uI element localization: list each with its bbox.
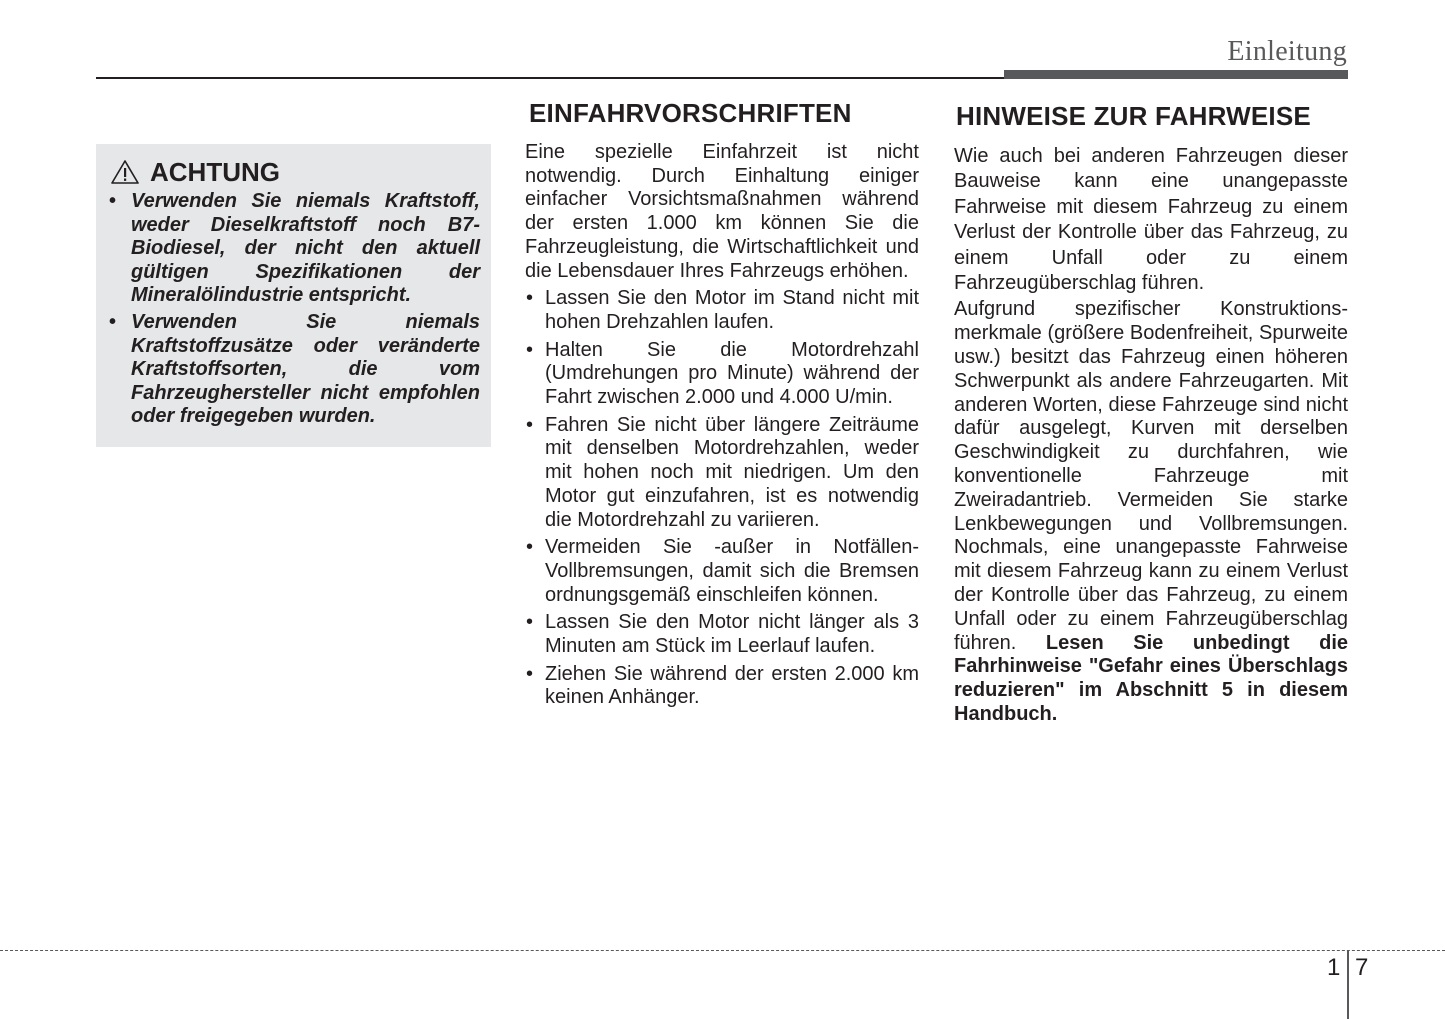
driving-tips-heading: HINWEISE ZUR FAHRWEISE [956,101,1311,131]
warning-item: • Verwenden Sie niemals Kraftstoff, weder Dieselkraftstoff noch B7-Biodiesel, der nicht den aktuell gültigen Spezifikationen der Mineralölindustrie entspricht. [108,190,480,308]
warning-triangle-icon [110,159,140,185]
warning-box [96,144,491,447]
chapter-number: 1 [1327,954,1341,981]
driving-tips-emphasis: Lesen Sie unbedingt die Fahrhinweise "Gefahr eines Überschlags reduzieren" im Abschnitt 5 in diesem Handbuch. [954,631,1348,725]
driving-tips-paragraph [954,298,1348,726]
list-item: • Lassen Sie den Motor im Stand nicht mit hohen Drehzahlen laufen. [525,287,919,334]
page-divider [1347,951,1349,1019]
warning-list [108,190,480,429]
page-number: 7 [1355,954,1369,981]
driving-tips-section [954,97,1348,727]
driving-tips-text: Aufgrund spezifischer Konstruktions-merkmale (größere Bodenfreiheit, Spurweite usw.) besitzt das Fahrzeug einen höheren Schwerpunkt als andere Fahrzeugarten. Mit anderen Worten, diese Fahrzeuge sind nicht dafür ausgelegt, Kurven mit derselben Geschwindigkeit zu durchfahren, wie konventionelle Fahrzeuge mit Zweiradantrieb. Vermeiden Sie starke Lenkbewegungen und Vollbremsungen. Nochmals, eine unangepasste Fahrweise mit diesem Fahrzeug kann zu einem Verlust der Kontrolle über das Fahrzeug, zu einem Unfall oder zu einem Fahrzeugüberschlag führen. [954,298,1348,654]
break-in-heading: EINFAHRVORSCHRIFTEN [529,98,852,128]
list-item: • Halten Sie die Motordrehzahl (Umdrehungen pro Minute) während der Fahrt zwischen 2.000 und 4.000 U/min. [525,339,919,410]
break-in-list [525,287,919,710]
list-item: • Vermeiden Sie -außer in Notfällen- Vollbremsungen, damit sich die Bremsen ordnungsgemäß einschleifen können. [525,536,919,607]
header-rule [96,77,1006,79]
footer-rule [0,950,1445,951]
break-in-section [525,97,919,714]
break-in-intro: Eine spezielle Einfahrzeit ist nicht notwendig. Durch Einhaltung einiger einfacher Vorsichtsmaßnahmen während der ersten 1.000 km können Sie die Fahrzeugleistung, die Wirtschaftlichkeit und die Lebensdauer Ihres Fahrzeugs erhöhen. [525,141,919,282]
list-item: • Lassen Sie den Motor nicht länger als 3 Minuten am Stück im Leerlauf laufen. [525,611,919,658]
header-rule-accent [1004,70,1348,79]
warning-header [108,156,480,188]
warning-title: ACHTUNG [150,156,280,187]
list-item: • Fahren Sie nicht über längere Zeiträume mit denselben Motordrehzahlen, weder mit hohen noch mit niedrigen. Um den Motor gut einzufahren, ist es notwendig die Motordrehzahl zu variieren. [525,414,919,533]
section-title: Einleitung [1227,36,1347,67]
warning-item: • Verwenden Sie niemals Kraftstoffzusätze oder veränderte Kraftstoffsorten, die vom Fahrzeughersteller nicht empfohlen oder freigegeben wurden. [108,311,480,429]
driving-tips-paragraph: Wie auch bei anderen Fahrzeugen dieser Bauweise kann eine unangepasste Fahrweise mit diesem Fahrzeug zu einem Verlust der Kontrolle über das Fahrzeug, zu einem Unfall oder zu einem Fahrzeugüberschlag führen. [954,145,1348,295]
list-item: • Ziehen Sie während der ersten 2.000 km keinen Anhänger. [525,663,919,710]
